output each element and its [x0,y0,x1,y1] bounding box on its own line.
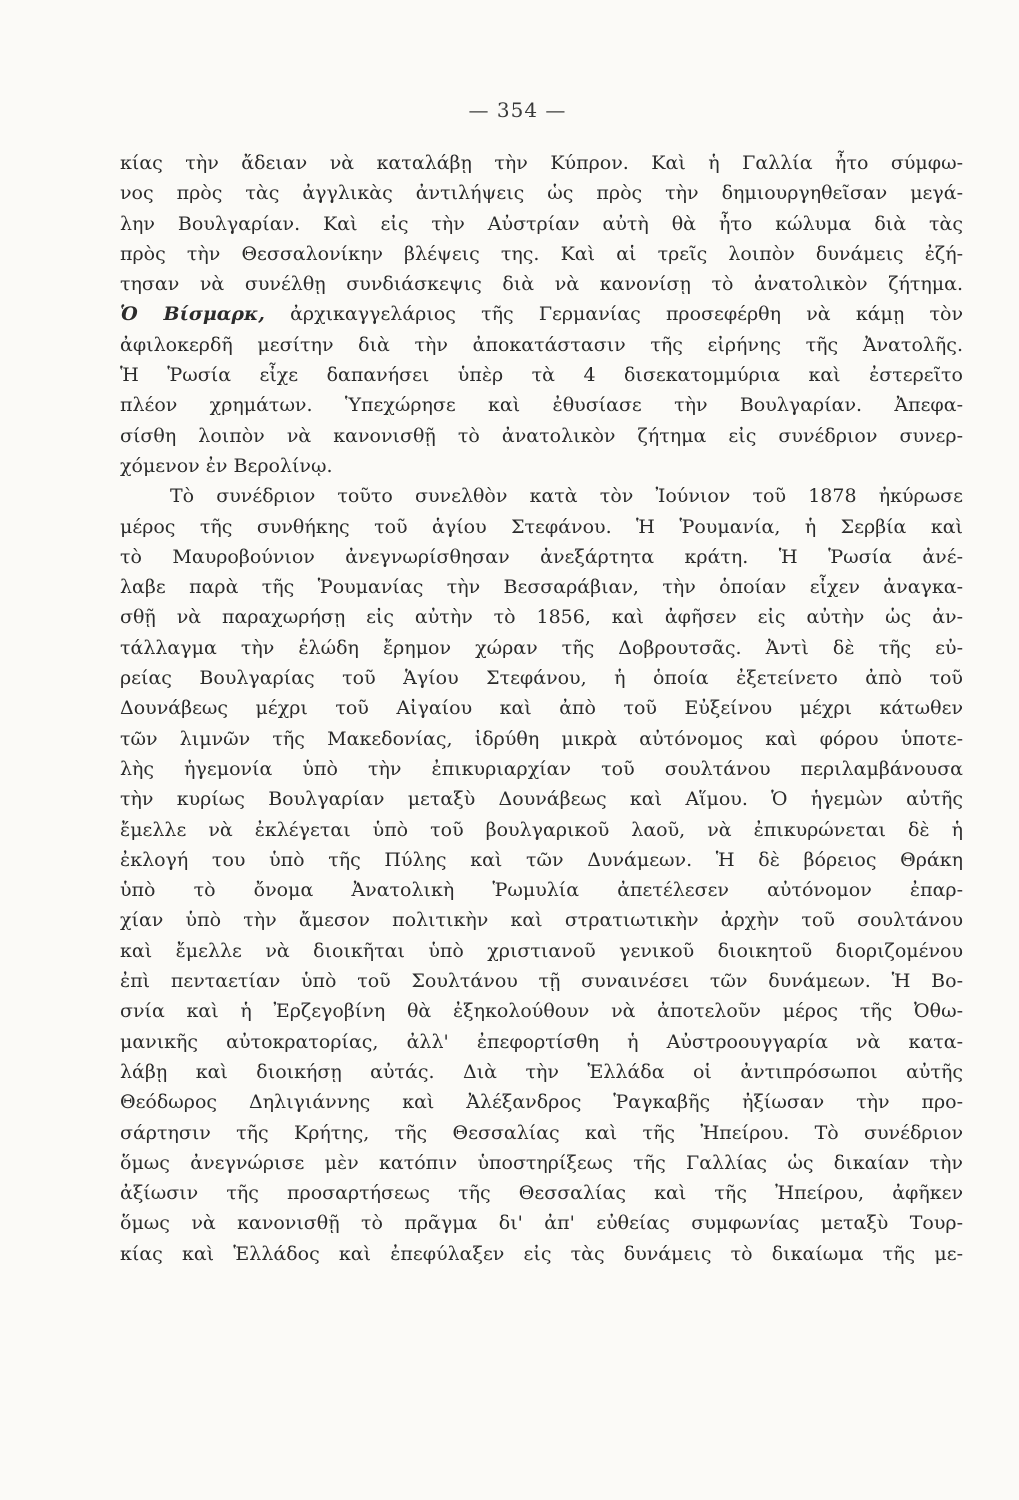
text-line: λαβε παρὰ τῆς Ῥουμανίας τὴν Βεσσαράβιαν, τὴν ὁποίαν εἶχεν ἀναγκα- [120,576,963,599]
text-line: σθῇ νὰ παραχωρήσῃ εἰς αὐτὴν τὸ 1856, καὶ ἀφῆσεν εἰς αὐτὴν ὡς ἀν- [120,606,963,629]
text-line: κίας τὴν ἄδειαν νὰ καταλάβῃ τὴν Κύπρον. Καὶ ἡ Γαλλία ἦτο σύμφω- [120,152,963,174]
text-line: πλέον χρημάτων. Ὑπεχώρησε καὶ ἐθυσίασε τὴν Βουλγαρίαν. Ἀπεφα- [120,394,963,417]
text-line: ὅμως νὰ κανονισθῇ τὸ πρᾶγμα δι' ἀπ' εὐθείας συμφωνίας μεταξὺ Τουρ- [120,1212,963,1235]
text-line: τὴν κυρίως Βουλγαρίαν μεταξὺ Δουνάβεως καὶ Αἵμου. Ὁ ἡγεμὼν αὐτῆς [120,788,963,811]
text-line: λάβῃ καὶ διοικήσῃ αὐτάς. Διὰ τὴν Ἑλλάδα οἱ ἀντιπρόσωποι αὐτῆς [120,1060,963,1083]
text-line: ἐπὶ πενταετίαν ὑπὸ τοῦ Σουλτάνου τῇ συναινέσει τῶν δυνάμεων. Ἡ Βο- [120,970,963,993]
text-line: μανικῆς αὐτοκρατορίας, ἀλλ' ἐπεφορτίσθη ἡ Αὐστροουγγαρία νὰ κατα- [120,1030,963,1053]
text-line: Ἡ Ῥωσία εἶχε δαπανήσει ὑπὲρ τὰ 4 δισεκατομμύρια καὶ ἐστερεῖτο [120,364,963,387]
text-line-bismarck [120,299,963,329]
bismarck-rest: ἀρχικαγγελάριος τῆς Γερμανίας προσεφέρθη νὰ κάμῃ τὸν [264,303,963,326]
text-line: Δουνάβεως μέχρι τοῦ Αἰγαίου καὶ ἀπὸ τοῦ Εὐξείνου μέχρι κάτωθεν [120,697,963,720]
text-line: πρὸς τὴν Θεσσαλονίκην βλέψεις της. Καὶ αἱ τρεῖς λοιπὸν δυνάμεις ἐζή- [120,242,963,265]
text-line: σίσθη λοιπὸν νὰ κανονισθῇ τὸ ἀνατολικὸν ζήτημα εἰς συνέδριον συνερ- [120,424,963,447]
text-line: ὑπὸ τὸ ὄνομα Ἀνατολικὴ Ῥωμυλία ἀπετέλεσεν αὐτόνομον ἐπαρ- [120,879,963,902]
text-line: λην Βουλγαρίαν. Καὶ εἰς τὴν Αὐστρίαν αὐτὴ θὰ ἦτο κώλυμα διὰ τὰς [120,212,963,235]
text-line: ἐκλογή του ὑπὸ τῆς Πύλης καὶ τῶν Δυνάμεων. Ἡ δὲ βόρειος Θράκη [120,848,963,871]
text-line: τάλλαγμα τὴν ἑλώδη ἔρημον χώραν τῆς Δοβρουτσᾶς. Ἀντὶ δὲ τῆς εὐ- [120,636,963,659]
text-line: σνία καὶ ἡ Ἐρζεγοβίνη θὰ ἐξηκολούθουν νὰ ἀποτελοῦν μέρος τῆς Ὀθω- [120,1000,963,1023]
text-line: λὴς ἡγεμονία ὑπὸ τὴν ἐπικυριαρχίαν τοῦ σουλτάνου περιλαμβάνουσα [120,757,963,780]
text-line: ρείας Βουλγαρίας τοῦ Ἁγίου Στεφάνου, ἡ ὁποία ἐξετείνετο ἀπὸ τοῦ [120,667,963,690]
text-line: ἀξίωσιν τῆς προσαρτήσεως τῆς Θεσσαλίας καὶ τῆς Ἠπείρου, ἀφῆκεν [120,1182,963,1205]
body-text [120,148,963,1269]
text-line: νος πρὸς τὰς ἀγγλικὰς ἀντιλήψεις ὡς πρὸς τὴν δημιουργηθεῖσαν μεγά- [120,182,963,205]
text-line: Τὸ συνέδριον τοῦτο συνελθὸν κατὰ τὸν Ἰούνιον τοῦ 1878 ἠκύρωσε [170,485,963,508]
text-line: ἔμελλε νὰ ἐκλέγεται ὑπὸ τοῦ βουλγαρικοῦ λαοῦ, νὰ ἐπικυρώνεται δὲ ἡ [120,818,963,841]
text-line: χόμενον ἐν Βερολίνῳ. [120,454,333,477]
text-line: ἀφιλοκερδῆ μεσίτην διὰ τὴν ἀποκατάστασιν τῆς εἰρήνης τῆς Ἀνατολῆς. [120,333,963,356]
text-line: καὶ ἔμελλε νὰ διοικῆται ὑπὸ χριστιανοῦ γενικοῦ διοικητοῦ διοριζομένου [120,939,963,962]
text-line: κίας καὶ Ἑλλάδος καὶ ἐπεφύλαξεν εἰς τὰς δυνάμεις τὸ δικαίωμα τῆς με- [120,1242,963,1265]
text-line: μέρος τῆς συνθήκης τοῦ ἁγίου Στεφάνου. Ἡ Ῥουμανία, ἡ Σερβία καὶ [120,515,963,538]
text-line: χίαν ὑπὸ τὴν ἄμεσον πολιτικὴν καὶ στρατιωτικὴν ἀρχὴν τοῦ σουλτάνου [120,909,963,932]
text-line: Θεόδωρος Δηλιγιάννης καὶ Ἀλέξανδρος Ῥαγκαβῆς ἠξίωσαν τὴν προ- [120,1091,963,1114]
text-line: ὅμως ἀνεγνώρισε μὲν κατόπιν ὑποστηρίξεως τῆς Γαλλίας ὡς δικαίαν τὴν [120,1151,963,1174]
page-number: — 354 — [468,98,567,122]
text-line: τῶν λιμνῶν τῆς Μακεδονίας, ἱδρύθη μικρὰ αὐτόνομος καὶ φόρου ὑποτε- [120,727,963,750]
bismarck-name: Ὁ Βίσμαρκ, [120,303,265,326]
text-line: τὸ Μαυροβούνιον ἀνεγνωρίσθησαν ἀνεξάρτητα κράτη. Ἡ Ῥωσία ἀνέ- [120,545,963,568]
text-line: τησαν νὰ συνέλθῃ συνδιάσκεψις διὰ νὰ κανονίσῃ τὸ ἀνατολικὸν ζήτημα. [120,273,963,296]
text-line: σάρτησιν τῆς Κρήτης, τῆς Θεσσαλίας καὶ τῆς Ἠπείρου. Τὸ συνέδριον [120,1121,963,1144]
